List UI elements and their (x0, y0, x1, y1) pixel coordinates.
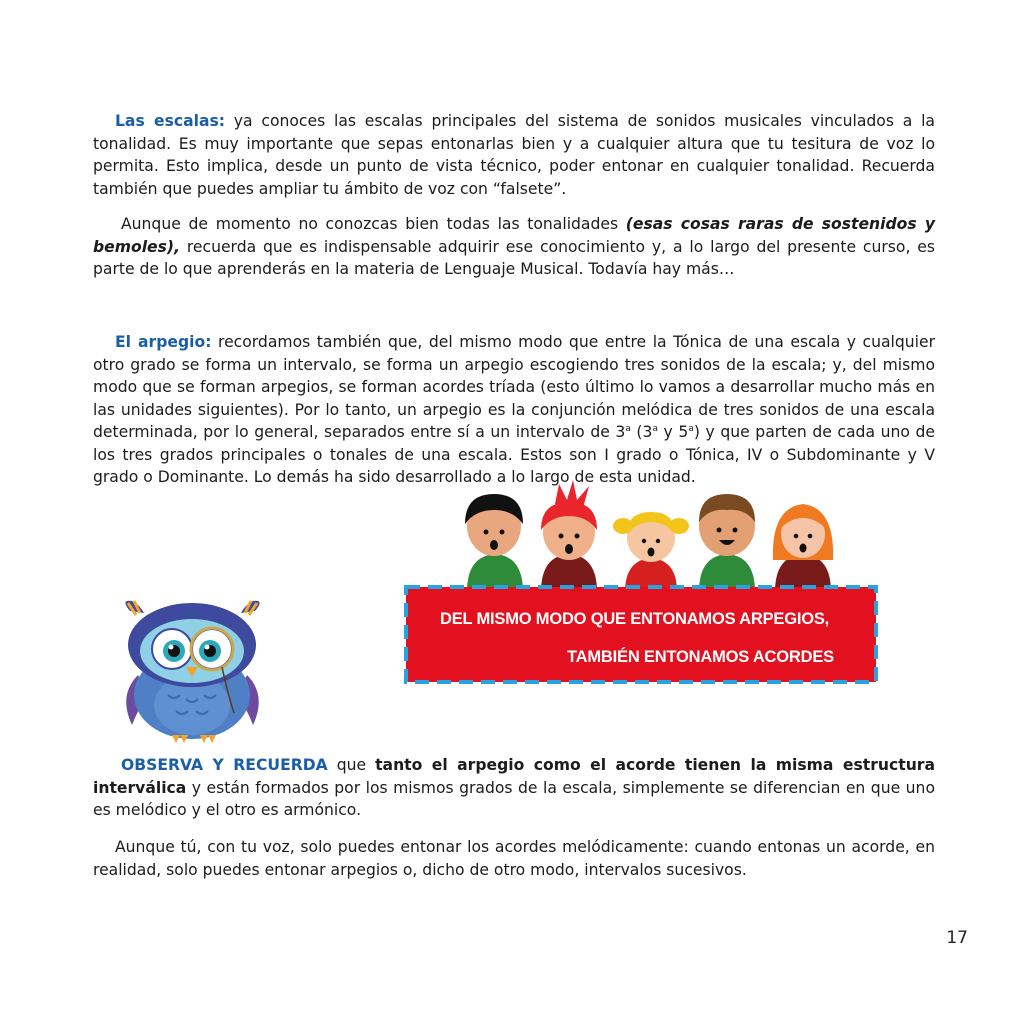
paragraph-escalas (93, 110, 935, 200)
child-4 (699, 494, 755, 592)
emphasis-sostenidos-bemoles: (esas cosas raras de sostenidos y bemoles), (93, 215, 935, 256)
text-escalas: ya conoces las escalas principales del sistema de sonidos musicales vinculados a la tonalidad. Es muy importante que sepas entonarlas bien y a cualquier altura que tu tesitura de voz lo permita. Esto implica, desde un punto de vista técnico, poder entonar en cualquier tonalidad. Recuerda también que puedes ampliar tu ámbito de voz con “falsete”. (93, 112, 935, 198)
banner-line-1: DEL MISMO MODO QUE ENTONAMOS ARPEGIOS, (440, 610, 830, 628)
lead-arpegio: El arpegio: (115, 333, 212, 351)
paragraph-arpegio (93, 331, 935, 489)
lead-observa: OBSERVA Y RECUERDA (121, 756, 328, 774)
child-5 (773, 504, 833, 592)
banner-line-2: TAMBIÉN ENTONAMOS ACORDES (567, 648, 834, 666)
text-voz: Aunque tú, con tu voz, solo puedes entonar los acordes melódicamente: cuando entonas un acorde, en realidad, solo puedes entonar arpegios o, dicho de otro modo, intervalos sucesivos. (93, 838, 935, 879)
text-tonalidades-a: Aunque de momento no conozcas bien todas las tonalidades (121, 215, 626, 233)
text-arpegio-a: recordamos también que, del mismo modo que entre la Tónica de una escala y cualquier otro grado se forma un intervalo, se forma un arpegio escogiendo tres sonidos de la escala; y, del mismo modo que se forman arpegios, se forman acordes tríada (esto último lo vamos a desarrollar mucho más en las unidades siguientes). Por lo tanto, un arpegio es la conjunción melódica de tres sonidos de una escala determinada, por lo general, separados entre sí a un intervalo de 3 (93, 333, 935, 441)
text-tonalidades-b: recuerda que es indispensable adquirir ese conocimiento y, a lo largo del presente curso, es parte de lo que aprenderás en la materia de Lenguaje Musical. Todavía hay más… (93, 237, 935, 278)
lead-escalas: Las escalas: (115, 112, 226, 130)
banner-background (404, 585, 878, 684)
text-arpegio-d: ) y que parten de cada uno de los tres grados principales o tonales de una escala. Estos son I grado o Tónica, IV o Subdominante y V grado o Dominante. Lo demás ha sido desarrollado a lo largo de esta unidad. (93, 423, 935, 486)
owl-illustration (110, 595, 275, 745)
sup-a1: a (625, 423, 631, 434)
callout-banner (404, 585, 878, 684)
sup-a2: a (652, 423, 658, 434)
paragraph-voz (93, 836, 935, 881)
text-arpegio-c: y 5 (657, 423, 689, 441)
paragraph-tonalidades (93, 213, 935, 281)
page-number: 17 (946, 928, 968, 948)
text-arpegio-b: (3 (630, 423, 653, 441)
text-observa-a: que (327, 756, 376, 774)
child-3 (613, 512, 689, 592)
paragraph-observa (93, 754, 935, 822)
sup-a3: a (688, 423, 694, 434)
child-2 (541, 480, 597, 592)
text-observa-b: y están formados por los mismos grados de la escala, simplemente se diferencian en que uno es melódico y el otro es armónico. (93, 778, 935, 819)
child-1 (465, 494, 523, 592)
singing-children-illustration (455, 480, 845, 592)
strong-observa: tanto el arpegio como el acorde tienen la misma estructura interválica (93, 756, 936, 797)
